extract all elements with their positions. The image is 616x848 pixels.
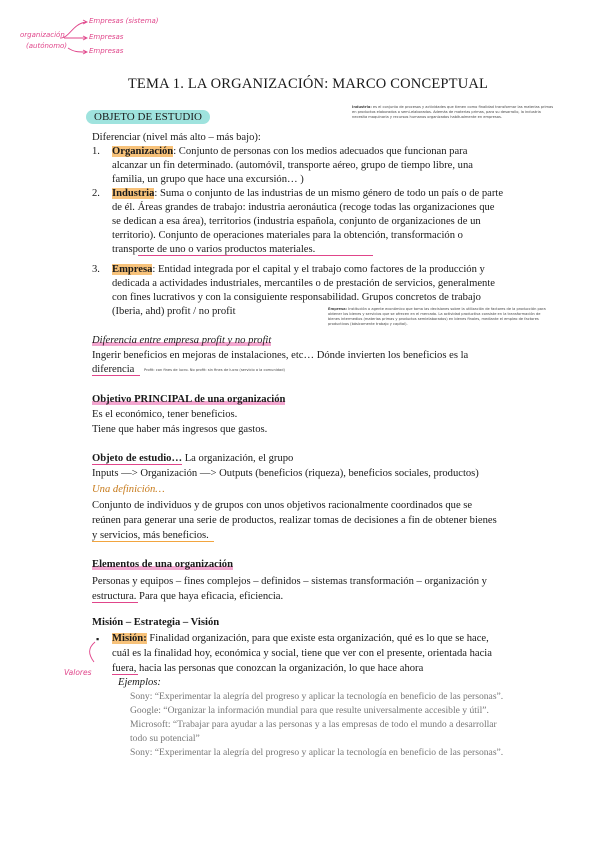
side-note-empresa-term: Empresa: (328, 307, 347, 311)
underline-mark (92, 375, 140, 376)
underline-mark (92, 541, 214, 542)
item-line: dedicada a actividades industriales, mercantiles o de prestación de servicios, generalmente (112, 278, 495, 289)
elementos-heading: Elementos de una organización (92, 559, 233, 570)
margin-note-org: organización (20, 31, 65, 39)
item-line: : Entidad integrada por el capital y el trabajo como factores de la producción y (152, 264, 485, 275)
side-note-line: en productos elaborados o semi-elaborados. Además de materias primas, para su desarrollo, la industria (352, 110, 541, 114)
elementos-line: estructura. Para que haya eficacia, eficiencia. (92, 591, 284, 602)
section-objeto-heading: OBJETO DE ESTUDIO (86, 110, 210, 124)
ingerir-line: Ingerir beneficios en mejoras de instalaciones, etc… Dónde invierten los beneficios es la (92, 350, 469, 361)
example-line: Sony: “Experimentar la alegría del progreso y aplicar la tecnología en beneficio de las personas”. (130, 691, 504, 702)
side-note-line: productivos (básicamente trabajo y capital). (328, 322, 408, 326)
side-note-empresa (328, 307, 598, 327)
section-objeto-wrap (86, 110, 210, 124)
side-note-industria-term: Industria: (352, 105, 372, 109)
diferencia-entre-text: Diferencia entre empresa profit y no profit (92, 335, 272, 346)
objetivo-line: Es el económico, tener beneficios. (92, 409, 238, 420)
mision-line: Finalidad organización, para que existe esta organización, qué es lo que se hace, (146, 633, 489, 644)
item-line: transporte de uno o varios productos materiales. (112, 244, 316, 255)
diferencia-entre (92, 334, 271, 348)
item-line: se dedican a esa área), territorios (industria española, conjunto de organizaciones de un (112, 216, 481, 227)
side-note-line: bienes intermedios (materias primas y productos semielaborados) en bienes finales, mediante el empleo de factores (328, 317, 539, 321)
margin-arrow-label-2: Empresas (89, 33, 124, 41)
side-note-line: necesita maquinaria y recursos humanos organizados habitualmente en empresas. (352, 115, 502, 119)
side-note-line: Institución o agente económico que toma las decisiones sobre la utilización de factores de la producción para (348, 307, 546, 311)
mision-heading: Misión – Estrategia – Visión (92, 617, 220, 628)
item-number: 1. (92, 146, 100, 157)
document-title: TEMA 1. LA ORGANIZACIÓN: MARCO CONCEPTUAL (127, 76, 489, 92)
objetivo-heading-wrap (92, 393, 285, 407)
diferenciar-text: Diferenciar (nivel más alto – más bajo): (92, 132, 261, 143)
example-line: Sony: “Experimentar la alegría del progreso y aplicar la tecnología en beneficio de las personas”. (130, 747, 504, 758)
mision-line: fuera, hacia las personas que conozcan la organización, lo que hace ahora (112, 663, 424, 674)
objeto-heading-wrap (92, 452, 293, 466)
mision-line: cuál es la finalidad hoy, económica y social, tiene que ver con el presente, orientada hacia (112, 648, 492, 659)
item-term-organizacion: Organización (112, 146, 174, 157)
item-line: : Suma o conjunto de las industrias de un mismo género de todo un país o de parte (154, 188, 504, 199)
list-item (112, 187, 503, 201)
definicion-line: reúnen para generar una serie de productos, realizar tomas de decisiones a fin de obtener bienes (92, 515, 497, 526)
item-line: alcanzar un fin determinado. (automóvil, transporte aéreo, grupo de tiempo libre, una (112, 160, 473, 171)
side-note-line: obtener los bienes y servicios que se ofrecen en el mercado. La actividad productiva consiste en la transformación de (328, 312, 541, 316)
example-line: Google: “Organizar la información mundial para que resulte universalmente accesible y útil”. (130, 705, 489, 716)
item-line: (Iberia, ahd) profit / no profit (112, 306, 236, 317)
item-line: de él. Áreas grandes de trabajo: industria aeronáutica (recoge todas las organizaciones que (112, 202, 495, 213)
underline-mark (138, 255, 373, 256)
side-note-line: es el conjunto de procesos y actividades que tienen como finalidad transformar las materias primas (372, 105, 554, 109)
definicion-line: Conjunto de individuos y de grupos con unos objetivos racionalmente coordinados que se (92, 500, 473, 511)
item-line: familia, un grupo que hace una excursión… ) (112, 174, 304, 185)
ejemplos-wrap (118, 676, 161, 690)
list-item (112, 263, 485, 277)
item-term-industria: Industria (112, 188, 155, 199)
example-line: todo su potencial” (130, 733, 200, 744)
margin-note-paren: (autónomo) (26, 42, 68, 50)
margin-note-valores: Valores (64, 668, 92, 677)
mision-term: Misión: (112, 633, 147, 644)
definicion-line: y servicios, más beneficios. (92, 530, 209, 541)
objetivo-line: Tiene que haber más ingresos que gastos. (92, 424, 268, 435)
objeto-heading-rest: La organización, el grupo (182, 453, 294, 464)
ejemplos-label: Ejemplos: (118, 677, 161, 688)
margin-arrow-label-3: Empresas (89, 47, 124, 55)
side-note-industria (352, 105, 602, 120)
list-item (112, 145, 467, 159)
underline-mark (112, 674, 138, 675)
objeto-heading: Objeto de estudio… (92, 453, 183, 464)
item-number: 3. (92, 264, 100, 275)
underline-mark (92, 602, 138, 603)
objetivo-heading: Objetivo PRINCIPAL de una organización (92, 394, 286, 405)
item-line: territorio). Conjunto de operaciones materiales para la obtención, transformación o (112, 230, 463, 241)
definicion-label-wrap (92, 483, 165, 497)
inputs-line: Inputs —> Organización —> Outputs (beneficios (riqueza), beneficios sociales, productos) (92, 468, 479, 479)
item-line: con fines lucrativos y con la consiguiente responsabilidad. Grupos concretos de trabajo (112, 292, 481, 303)
item-number: 2. (92, 188, 100, 199)
profit-note: Profit: con fines de lucro. No profit: sin fines de lucro (servicio a la comunidad) (144, 368, 285, 372)
item-line: : Conjunto de personas con los medios adecuados que funcionan para (173, 146, 468, 157)
example-line: Microsoft: “Trabajar para ayudar a las personas y a las empresas de todo el mundo a desarrollar (130, 719, 497, 730)
item-term-empresa: Empresa (112, 264, 153, 275)
mision-heading-wrap (92, 616, 219, 630)
elementos-line: Personas y equipos – fines complejos – definidos – sistemas transformación – organización y (92, 576, 487, 587)
definicion-label: Una definición… (92, 484, 165, 495)
ingerir-line: diferencia (92, 364, 135, 375)
bullet-icon: ▪ (96, 634, 100, 644)
elementos-heading-wrap (92, 558, 233, 572)
mision-item (112, 632, 489, 646)
valores-bracket-icon (84, 640, 98, 664)
margin-arrow-label-1: Empresas (sistema) (89, 17, 159, 25)
